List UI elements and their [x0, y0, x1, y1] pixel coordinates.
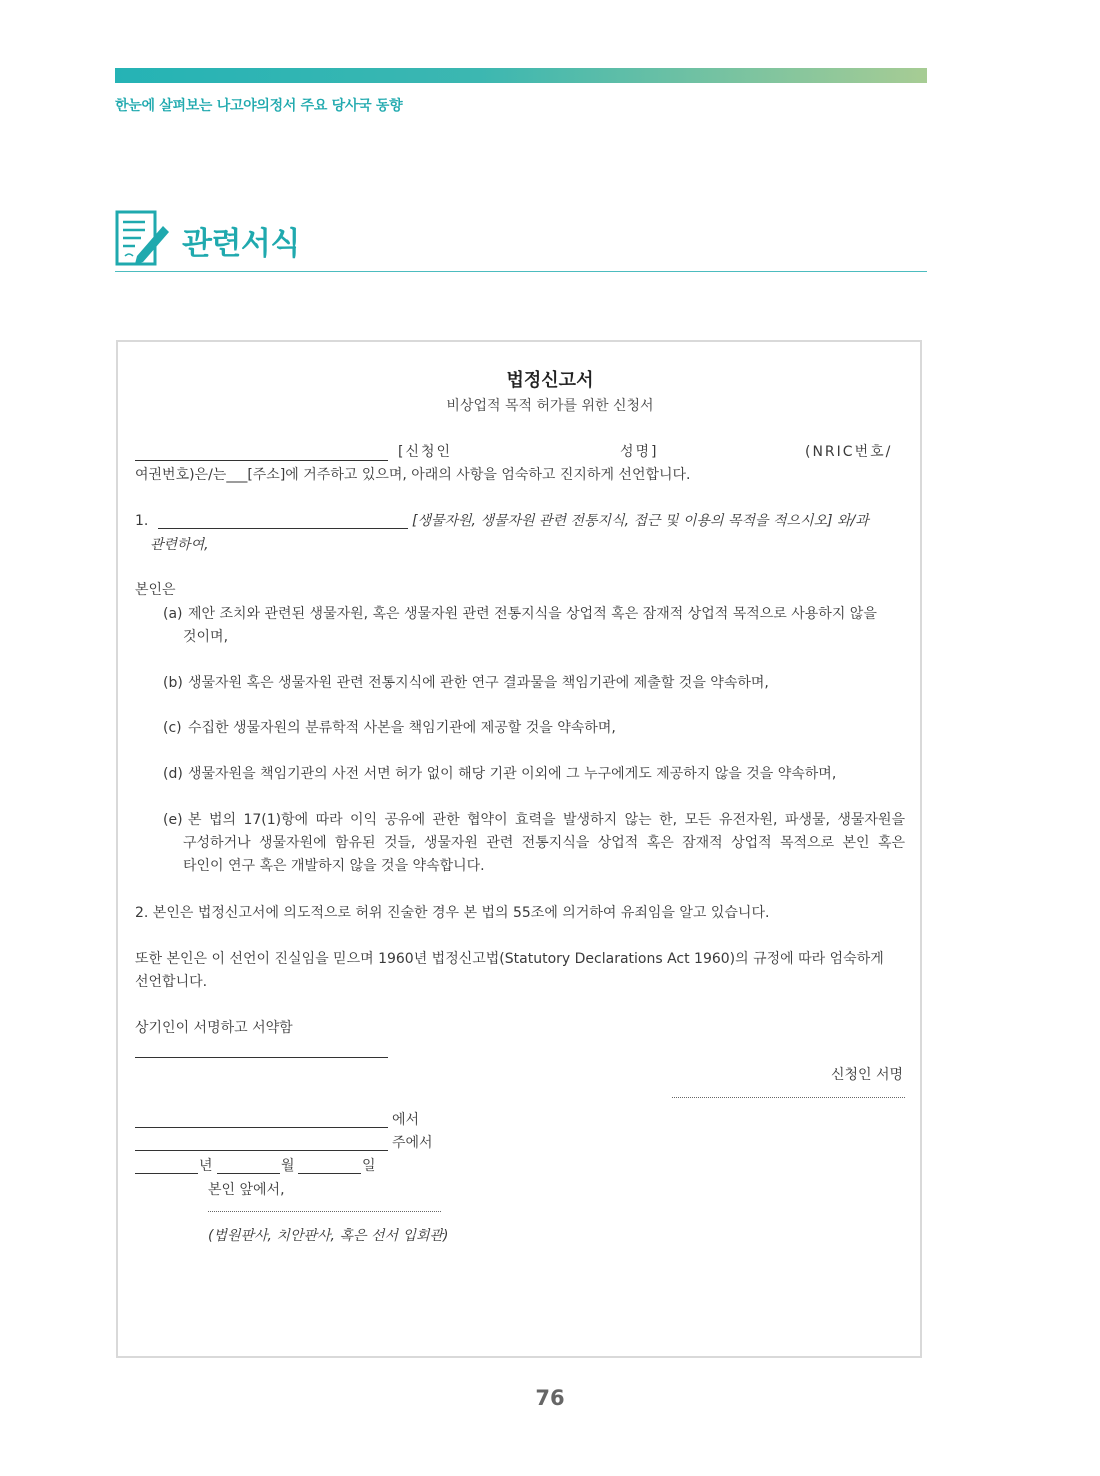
item1-text: [생물자원, 생물자원 관련 전통지식, 접근 및 이용의 목적을 적으시오] 와/과 — [412, 513, 869, 529]
form-title: 법정신고서 — [506, 370, 594, 391]
month-label: 월 — [281, 1158, 295, 1174]
month-blank[interactable] — [217, 1173, 280, 1174]
clause-label: (d) — [163, 766, 183, 782]
applicant-signature-dotted-line[interactable] — [672, 1097, 905, 1098]
day-label: 일 — [362, 1158, 376, 1174]
signed-text: 상기인이 서명하고 서약함 — [135, 1020, 293, 1036]
item1-number: 1. — [135, 513, 149, 529]
intro-text: 본인은 — [135, 582, 176, 598]
item1-continuation: 관련하여, — [150, 537, 209, 553]
day-blank[interactable] — [298, 1173, 361, 1174]
clause-line: 본 법의 17(1)항에 따라 이익 공유에 관한 협약이 효력을 발생하지 않는 한, 모든 유전자원, 파생물, 생물자원을 — [188, 812, 905, 828]
year-blank[interactable] — [135, 1173, 198, 1174]
page-number: 76 — [535, 1386, 565, 1410]
closing-line: 선언합니다. — [135, 974, 208, 990]
state-blank[interactable] — [135, 1150, 388, 1151]
place-blank[interactable] — [135, 1127, 388, 1128]
closing-line: 또한 본인은 이 선언이 진실임을 믿으며 1960년 법정신고법(Statutory Declarations Act 1960)의 규정에 따라 엄숙하게 — [135, 951, 884, 967]
clause-line: 타인이 연구 혹은 개발하지 않을 것을 약속합니다. — [183, 858, 485, 874]
year-label: 년 — [199, 1158, 213, 1174]
place-suffix: 에서 — [392, 1112, 420, 1128]
clause-label: (e) — [163, 812, 183, 828]
state-suffix: 주에서 — [392, 1135, 433, 1151]
clause-label: (a) — [163, 606, 183, 622]
clause-label: (b) — [163, 675, 183, 691]
running-header: 한눈에 살펴보는 나고야의정서 주요 당사국 동향 — [115, 98, 403, 114]
clause-line: 구성하거나 생물자원에 함유된 것들, 생물자원 관련 전통지식을 상업적 혹은 잠재적 상업적 목적으로 본인 혹은 — [183, 835, 905, 851]
officer-note: (법원판사, 치안판사, 혹은 선서 입회관) — [208, 1228, 449, 1244]
applicant-name-open: [신청인 — [398, 444, 453, 460]
header-color-bar — [115, 68, 927, 83]
purpose-blank[interactable] — [158, 528, 408, 529]
applicant-name-blank[interactable] — [135, 460, 388, 461]
clause-line: 것이며, — [183, 629, 229, 645]
nric-label: (NRIC번호/ — [805, 444, 893, 460]
form-subtitle: 비상업적 목적 허가를 위한 신청서 — [446, 398, 654, 414]
declarant-signature-line[interactable] — [135, 1057, 388, 1058]
applicant-name-close: 성명] — [620, 444, 659, 460]
item2-text: 2. 본인은 법정신고서에 의도적으로 허위 진술한 경우 본 법의 55조에 의거하여 유죄임을 알고 있습니다. — [135, 905, 770, 921]
clause-line: 생물자원 혹은 생물자원 관련 전통지식에 관한 연구 결과물을 책임기관에 제출할 것을 약속하며, — [188, 675, 769, 691]
clause-line: 생물자원을 책임기관의 사전 서면 허가 없이 해당 기관 이외에 그 누구에게도 제공하지 않을 것을 약속하며, — [188, 766, 837, 782]
clause-label: (c) — [163, 720, 182, 736]
officer-signature-dotted-line[interactable] — [208, 1211, 441, 1212]
clause-line: 제안 조치와 관련된 생물자원, 혹은 생물자원 관련 전통지식을 상업적 혹은 잠재적 상업적 목적으로 사용하지 않을 — [188, 606, 877, 622]
form-edit-icon — [115, 210, 171, 268]
section-divider — [115, 271, 927, 272]
applicant-signature-label: 신청인 서명 — [831, 1067, 904, 1083]
declarant-continuation: 여권번호)은/는___[주소]에 거주하고 있으며, 아래의 사항을 엄숙하고 진지하게 선언합니다. — [135, 467, 691, 483]
section-title: 관련서식 — [182, 226, 300, 262]
before-me-text: 본인 앞에서, — [208, 1182, 285, 1198]
clause-line: 수집한 생물자원의 분류학적 사본을 책임기관에 제공할 것을 약속하며, — [188, 720, 616, 736]
